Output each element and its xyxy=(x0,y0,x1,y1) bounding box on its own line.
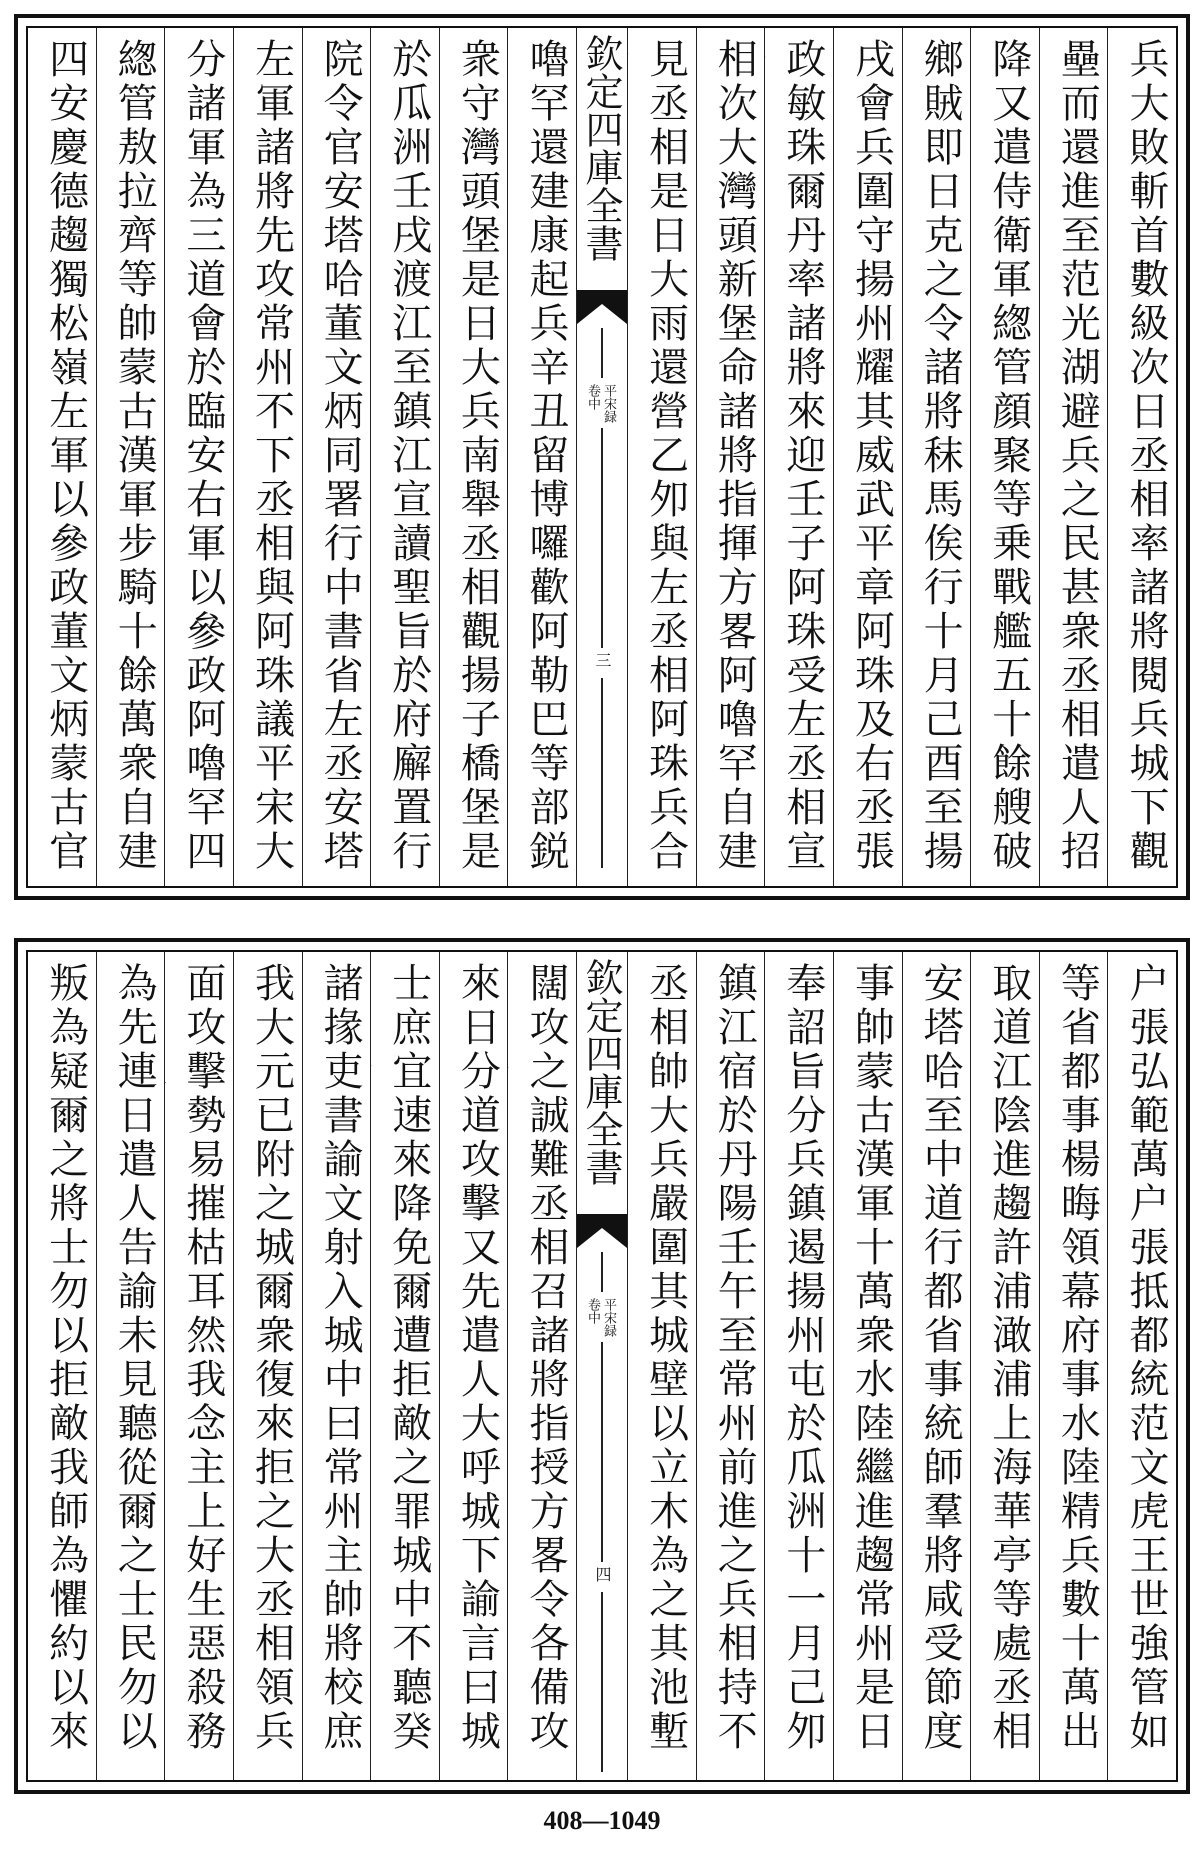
top-page-frame xyxy=(26,26,1178,888)
text-column xyxy=(1108,28,1176,886)
column-text: 政敏珠爾丹率諸將來迎壬子阿珠受左丞相宣 xyxy=(779,38,826,874)
page-number: 408—1049 xyxy=(543,1806,661,1835)
text-column xyxy=(1040,28,1109,886)
top-page xyxy=(14,14,1190,900)
column-text: 戌會兵圍守揚州耀其威武平章阿珠及右丞張 xyxy=(848,38,895,874)
text-column xyxy=(765,28,834,886)
column-text: 叛為疑爾之將士勿以拒敵我師為懼約以來 xyxy=(42,962,89,1754)
column-text: 分諸軍為三道會於臨安右軍以參政阿嚕罕四 xyxy=(179,38,226,874)
leaf-number: 四 xyxy=(593,1566,612,1582)
text-column xyxy=(165,952,234,1780)
center-rule xyxy=(601,678,603,868)
column-text: 左軍諸將先攻常州不下丞相與阿珠議平宋大 xyxy=(248,38,295,874)
text-column xyxy=(628,952,697,1780)
column-text: 諸掾吏書諭文射入城中曰常州主帥將校庶 xyxy=(317,962,364,1754)
center-rule xyxy=(601,328,603,378)
text-column xyxy=(165,28,234,886)
bottom-page-columns xyxy=(28,952,1176,1780)
text-column xyxy=(628,28,697,886)
column-text: 為先連日遣人告諭未見聽從爾之士民勿以 xyxy=(111,962,158,1754)
column-text: 奉詔旨分兵鎮遏揚州屯於瓜洲十一月己夘 xyxy=(779,962,826,1754)
column-text: 四安慶德趨獨松嶺左軍以參政董文炳蒙古官 xyxy=(42,38,89,874)
book-title: 平宋録 xyxy=(601,384,616,423)
text-column xyxy=(28,28,97,886)
column-text: 緫管敖拉齊等帥蒙古漢軍步騎十餘萬衆自建 xyxy=(111,38,158,874)
fold-center-column xyxy=(577,952,628,1780)
text-column xyxy=(765,952,834,1780)
column-text: 我大元已附之城爾衆復來拒之大丞相領兵 xyxy=(248,962,295,1754)
column-text: 院令官安塔哈董文炳同署行中書省左丞安塔 xyxy=(317,38,364,874)
text-column xyxy=(303,952,372,1780)
column-text: 兵大敗斬首數級次日丞相率諸將閱兵城下觀 xyxy=(1123,38,1169,874)
text-column xyxy=(371,28,440,886)
text-column xyxy=(28,952,97,1780)
bottom-page xyxy=(14,938,1190,1794)
text-column xyxy=(97,28,166,886)
text-column xyxy=(508,952,577,1780)
text-column xyxy=(903,28,972,886)
column-text: 等省都事楊晦領幕府事水陸精兵數十萬出 xyxy=(1054,962,1101,1754)
book-series-title: 欽定四庫全書 xyxy=(579,34,623,262)
text-column xyxy=(834,28,903,886)
volume-label: 卷中 xyxy=(585,384,600,410)
center-rule xyxy=(601,428,603,648)
column-text: 衆守灣頭堡是日大兵南舉丞相觀揚子橋堡是 xyxy=(454,38,501,874)
column-text: 事帥蒙古漢軍十萬衆水陸繼進趨常州是日 xyxy=(848,962,895,1754)
center-rule xyxy=(601,1592,603,1772)
fishtail-mark-icon xyxy=(577,290,627,324)
text-column xyxy=(697,28,766,886)
text-column xyxy=(234,28,303,886)
text-column xyxy=(97,952,166,1780)
center-rule xyxy=(601,1252,603,1292)
text-column xyxy=(834,952,903,1780)
text-column xyxy=(1108,952,1176,1780)
column-text: 丞相帥大兵嚴圍其城壁以立木為之其池塹 xyxy=(642,962,689,1754)
text-column xyxy=(440,28,509,886)
text-column xyxy=(971,952,1040,1780)
column-text: 面攻擊勢易摧枯耳然我念主上好生惡殺務 xyxy=(179,962,226,1754)
text-column xyxy=(697,952,766,1780)
text-column xyxy=(508,28,577,886)
text-column xyxy=(971,28,1040,886)
center-rule xyxy=(601,1342,603,1562)
text-column xyxy=(1040,952,1109,1780)
column-text: 鄉賊即日克之令諸將秣馬俟行十月己酉至揚 xyxy=(917,38,964,874)
top-page-columns xyxy=(28,28,1176,886)
book-title: 平宋録 xyxy=(601,1298,616,1337)
volume-label: 卷中 xyxy=(585,1298,600,1324)
text-column xyxy=(303,28,372,886)
column-text: 壘而還進至范光湖避兵之民甚衆丞相遣人招 xyxy=(1054,38,1101,874)
text-column xyxy=(440,952,509,1780)
column-text: 取道江陰進趨許浦澉浦上海華亭等處丞相 xyxy=(985,962,1032,1754)
column-text: 户張弘範萬户張抵都統范文虎王世強管如 xyxy=(1123,962,1169,1754)
text-column xyxy=(903,952,972,1780)
column-text: 士庶宜速來降免爾遭拒敵之罪城中不聽癸 xyxy=(385,962,432,1754)
text-column xyxy=(371,952,440,1780)
column-text: 見丞相是日大雨還營乙夘與左丞相阿珠兵合 xyxy=(642,38,689,874)
column-text: 於瓜洲壬戌渡江至鎮江宣讀聖旨於府廨置行 xyxy=(385,38,432,874)
leaf-number: 三 xyxy=(593,652,612,668)
text-column xyxy=(234,952,303,1780)
fishtail-mark-icon xyxy=(577,1214,627,1248)
book-series-title: 欽定四庫全書 xyxy=(579,958,623,1186)
column-text: 鎮江宿於丹陽壬午至常州前進之兵相持不 xyxy=(711,962,758,1754)
column-text: 來日分道攻擊又先遣人大呼城下諭言曰城 xyxy=(454,962,501,1754)
column-text: 闊攻之誠難丞相召諸將指授方畧令各備攻 xyxy=(523,962,569,1754)
column-text: 安塔哈至中道行都省事統師羣將咸受節度 xyxy=(917,962,964,1754)
column-text: 降又遣侍衛軍緫管顔聚等乗戰艦五十餘艘破 xyxy=(985,38,1032,874)
column-text: 相次大灣頭新堡命諸將指揮方畧阿嚕罕自建 xyxy=(711,38,758,874)
column-text: 嚕罕還建康起兵辛丑留博囉歡阿勒巴等部鋭 xyxy=(523,38,569,874)
bottom-page-frame xyxy=(26,950,1178,1782)
fold-center-column xyxy=(577,28,628,886)
